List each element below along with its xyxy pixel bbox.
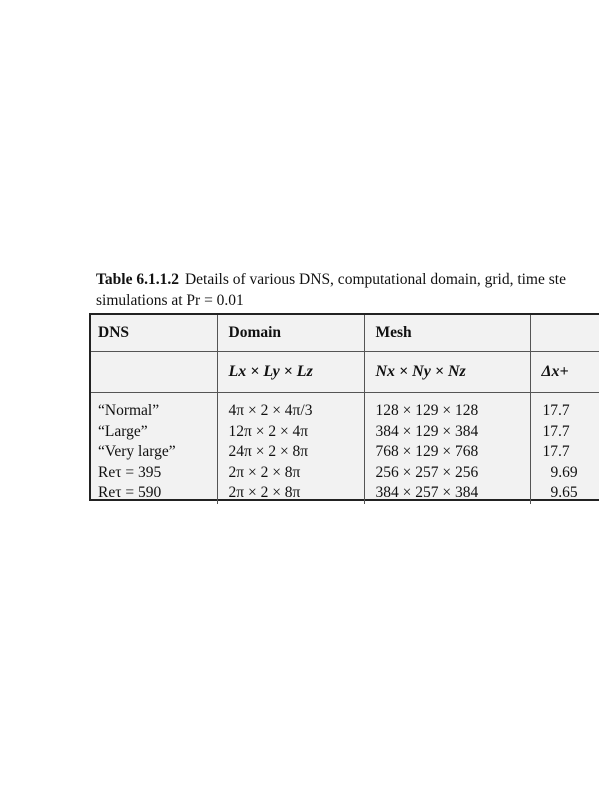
header-row: [91, 315, 599, 352]
subheader-dx: Δx+: [530, 352, 599, 393]
body-block: [91, 393, 599, 504]
table-cell-dns: “Normal”: [98, 402, 160, 419]
dns-column: [91, 393, 217, 504]
table-cell-mesh: 384 × 257 × 384: [375, 484, 479, 501]
subheader-dns: [91, 352, 217, 393]
table-cell-mesh: 128 × 129 × 128: [375, 402, 479, 419]
table-cell-domain: 12π × 2 × 4π: [228, 422, 309, 440]
header-domain: Domain: [217, 315, 364, 352]
header-col4: [530, 315, 599, 352]
subheader-domain: Lx × Ly × Lz: [217, 352, 364, 393]
caption-label: Table 6.1.1.2: [96, 271, 179, 288]
table-cell-dns: “Large”: [98, 422, 148, 440]
table-cell-mesh: 384 × 129 × 384: [375, 422, 479, 440]
table-cell-domain: 2π × 2 × 8π: [228, 463, 301, 481]
caption-line-2: simulations at Pr = 0.01: [96, 292, 244, 309]
table-cell-mesh: 256 × 257 × 256: [375, 463, 479, 481]
dx-column: [530, 393, 599, 504]
table-cell-dns: Reτ = 395: [98, 463, 162, 481]
table-cell-dx: 17.7: [542, 443, 570, 460]
subheader-row: [91, 352, 599, 393]
table-cell-domain: 4π × 2 × 4π/3: [228, 402, 313, 419]
table-cell-dx: 17.7: [542, 422, 570, 440]
table-cell-dx: 9.69: [550, 463, 578, 481]
table-cell-dx: 9.65: [550, 484, 578, 501]
subheader-mesh: Nx × Ny × Nz: [364, 352, 530, 393]
table-cell-dx: 17.7: [542, 402, 570, 419]
header-mesh: Mesh: [364, 315, 530, 352]
dns-table: [89, 313, 599, 501]
caption-text-1: Details of various DNS, computational domain, grid, time ste: [184, 271, 566, 288]
table-cell-domain: 2π × 2 × 8π: [228, 484, 301, 501]
domain-column: [217, 393, 364, 504]
mesh-column: [364, 393, 530, 504]
table-cell-dns: “Very large”: [98, 443, 176, 460]
header-dns: DNS: [91, 315, 217, 352]
table-cell-mesh: 768 × 129 × 768: [375, 443, 479, 460]
table-cell-dns: Reτ = 590: [98, 484, 162, 501]
table-caption: [96, 269, 599, 311]
table-cell-domain: 24π × 2 × 8π: [228, 443, 309, 460]
caption-line-1: [96, 269, 599, 290]
